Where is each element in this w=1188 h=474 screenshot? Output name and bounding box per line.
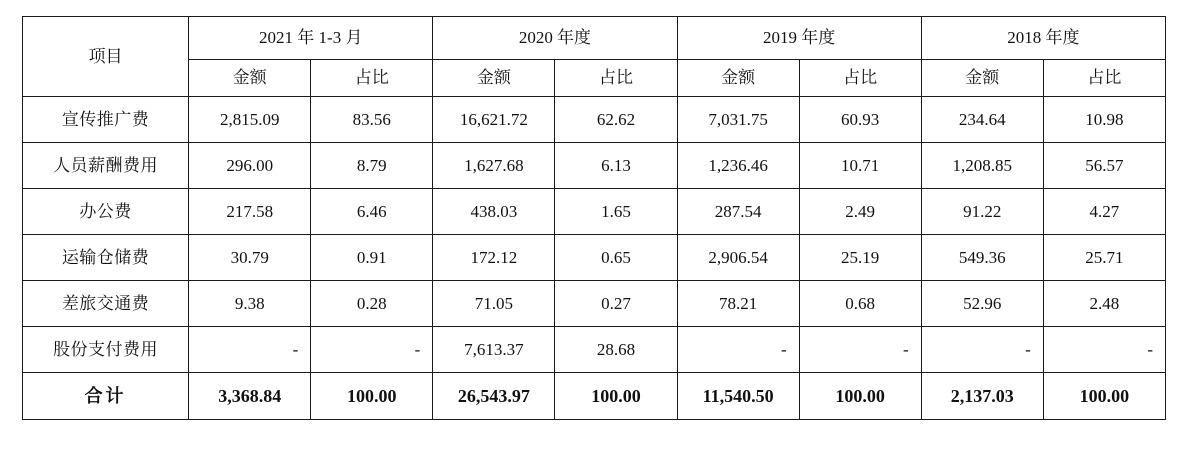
- cell-value-total: 100.00: [1043, 373, 1165, 420]
- cell-value: 1.65: [555, 189, 677, 235]
- column-header-amount-3: 金额: [677, 60, 799, 97]
- row-label: 运输仓储费: [23, 235, 189, 281]
- cell-value: 25.71: [1043, 235, 1165, 281]
- cell-value: 10.71: [799, 143, 921, 189]
- cell-value: 60.93: [799, 97, 921, 143]
- row-label: 人员薪酬费用: [23, 143, 189, 189]
- cell-value: 296.00: [189, 143, 311, 189]
- cell-value: 2.49: [799, 189, 921, 235]
- cell-value: 0.28: [311, 281, 433, 327]
- cell-value: 62.62: [555, 97, 677, 143]
- table-row: [23, 235, 1166, 281]
- cell-value: 0.27: [555, 281, 677, 327]
- cell-value: 1,208.85: [921, 143, 1043, 189]
- column-header-ratio-1: 占比: [311, 60, 433, 97]
- column-header-period-1: 2021 年 1-3 月: [189, 17, 433, 60]
- table-body: [23, 97, 1166, 420]
- cell-value: 0.68: [799, 281, 921, 327]
- cell-value: 4.27: [1043, 189, 1165, 235]
- cell-value: 6.13: [555, 143, 677, 189]
- cell-value: 10.98: [1043, 97, 1165, 143]
- cell-value: 56.57: [1043, 143, 1165, 189]
- column-header-item: 项目: [23, 17, 189, 97]
- cell-value: 7,613.37: [433, 327, 555, 373]
- cell-value-total: 100.00: [311, 373, 433, 420]
- cell-value: 234.64: [921, 97, 1043, 143]
- column-header-amount-4: 金额: [921, 60, 1043, 97]
- table-row: [23, 189, 1166, 235]
- cell-value: -: [189, 327, 311, 373]
- table-row: [23, 327, 1166, 373]
- cell-value: -: [921, 327, 1043, 373]
- cell-value: 52.96: [921, 281, 1043, 327]
- cell-value: 9.38: [189, 281, 311, 327]
- table-row: [23, 143, 1166, 189]
- cell-value: 2,906.54: [677, 235, 799, 281]
- cell-value: 0.91: [311, 235, 433, 281]
- cell-value: 438.03: [433, 189, 555, 235]
- cell-value: 8.79: [311, 143, 433, 189]
- cell-value: 28.68: [555, 327, 677, 373]
- row-label: 办公费: [23, 189, 189, 235]
- expenses-table: [22, 16, 1166, 420]
- cell-value: -: [311, 327, 433, 373]
- cell-value: 2.48: [1043, 281, 1165, 327]
- cell-value: 287.54: [677, 189, 799, 235]
- row-label: 宣传推广费: [23, 97, 189, 143]
- column-header-period-2: 2020 年度: [433, 17, 677, 60]
- cell-value: 1,627.68: [433, 143, 555, 189]
- cell-value: 83.56: [311, 97, 433, 143]
- cell-value: 217.58: [189, 189, 311, 235]
- column-header-period-4: 2018 年度: [921, 17, 1165, 60]
- cell-value: 6.46: [311, 189, 433, 235]
- cell-value: 25.19: [799, 235, 921, 281]
- cell-value: 1,236.46: [677, 143, 799, 189]
- cell-value: 172.12: [433, 235, 555, 281]
- column-header-ratio-4: 占比: [1043, 60, 1165, 97]
- cell-value-total: 26,543.97: [433, 373, 555, 420]
- cell-value: 71.05: [433, 281, 555, 327]
- cell-value: 7,031.75: [677, 97, 799, 143]
- column-header-ratio-3: 占比: [799, 60, 921, 97]
- table-total-row: [23, 373, 1166, 420]
- table-header-row-periods: [23, 17, 1166, 60]
- table-header-row-subcolumns: [23, 60, 1166, 97]
- column-header-amount-2: 金额: [433, 60, 555, 97]
- cell-value: 30.79: [189, 235, 311, 281]
- column-header-amount-1: 金额: [189, 60, 311, 97]
- row-label: 股份支付费用: [23, 327, 189, 373]
- table-row: [23, 281, 1166, 327]
- cell-value-total: 100.00: [555, 373, 677, 420]
- cell-value-total: 3,368.84: [189, 373, 311, 420]
- table-row: [23, 97, 1166, 143]
- cell-value-total: 100.00: [799, 373, 921, 420]
- cell-value: -: [1043, 327, 1165, 373]
- cell-value-total: 2,137.03: [921, 373, 1043, 420]
- row-label: 差旅交通费: [23, 281, 189, 327]
- table-header: [23, 17, 1166, 97]
- row-label-total: 合计: [23, 373, 189, 420]
- cell-value: -: [799, 327, 921, 373]
- cell-value: -: [677, 327, 799, 373]
- column-header-ratio-2: 占比: [555, 60, 677, 97]
- cell-value: 2,815.09: [189, 97, 311, 143]
- cell-value-total: 11,540.50: [677, 373, 799, 420]
- cell-value: 78.21: [677, 281, 799, 327]
- cell-value: 0.65: [555, 235, 677, 281]
- cell-value: 549.36: [921, 235, 1043, 281]
- column-header-period-3: 2019 年度: [677, 17, 921, 60]
- cell-value: 91.22: [921, 189, 1043, 235]
- cell-value: 16,621.72: [433, 97, 555, 143]
